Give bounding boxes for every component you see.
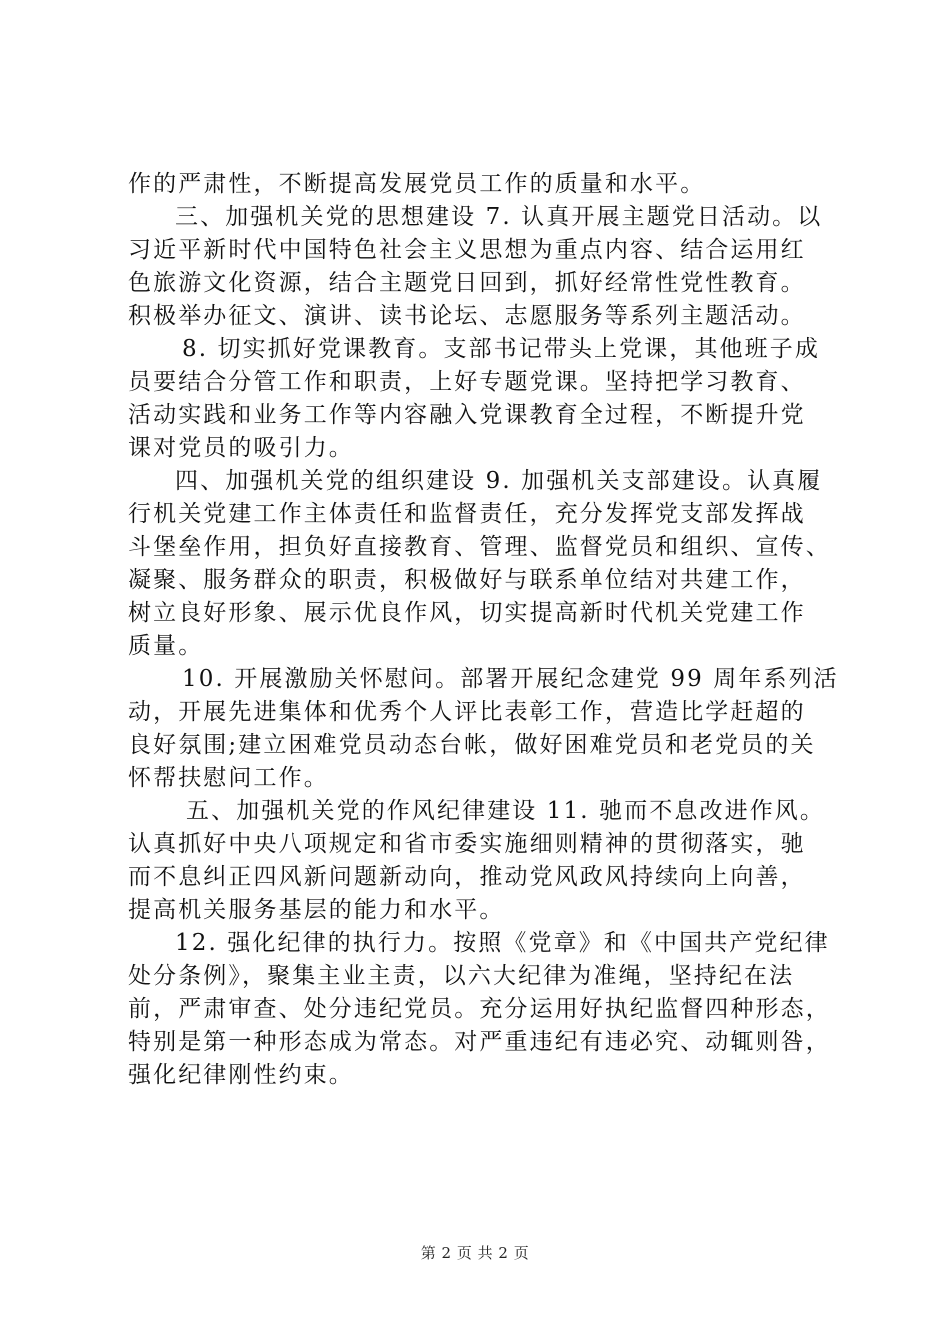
paragraph-start-line: 12. 强化纪律的执行力。按照《党章》和《中国共产党纪律: [175, 930, 830, 956]
text-line: 习近平新时代中国特色社会主义思想为重点内容、结合运用红: [128, 237, 806, 263]
text-line: 行机关党建工作主体责任和监督责任，充分发挥党支部发挥战: [128, 501, 806, 527]
section-heading-line: 五、加强机关党的作风纪律建设 11. 驰而不息改进作风。: [186, 798, 825, 824]
page-number-footer: 第 2 页 共 2 页: [420, 1244, 530, 1262]
section-heading-line: 三、加强机关党的思想建设 7. 认真开展主题党日活动。以: [175, 204, 823, 230]
text-line: 提高机关服务基层的能力和水平。: [128, 897, 505, 923]
text-line: 凝聚、服务群众的职责，积极做好与联系单位结对共建工作，: [128, 567, 806, 593]
text-line: 强化纪律刚性约束。: [128, 1062, 354, 1088]
text-line: 树立良好形象、展示优良作风，切实提高新时代机关党建工作: [128, 600, 806, 626]
text-line: 认真抓好中央八项规定和省市委实施细则精神的贯彻落实，驰: [128, 831, 806, 857]
text-line: 特别是第一种形态成为常态。对严重违纪有违必究、动辄则咎，: [128, 1029, 831, 1055]
text-line: 动，开展先进集体和优秀个人评比表彰工作，营造比学赶超的: [128, 699, 806, 725]
text-line: 前，严肃审查、处分违纪党员。充分运用好执纪监督四种形态，: [128, 996, 831, 1022]
text-line: 课对党员的吸引力。: [128, 435, 354, 461]
text-line: 积极举办征文、演讲、读书论坛、志愿服务等系列主题活动。: [128, 303, 806, 329]
text-line: 色旅游文化资源，结合主题党日回到，抓好经常性党性教育。: [128, 270, 806, 296]
text-line: 怀帮扶慰问工作。: [128, 765, 329, 791]
text-line: 良好氛围;建立困难党员动态台帐，做好困难党员和老党员的关: [128, 732, 816, 758]
document-body: [128, 168, 839, 1092]
section-heading-line: 四、加强机关党的组织建设 9. 加强机关支部建设。认真履: [175, 468, 823, 494]
text-line: 斗堡垒作用，担负好直接教育、管理、监督党员和组织、宣传、: [128, 534, 831, 560]
text-line: 质量。: [128, 633, 204, 659]
text-line: 员要结合分管工作和职责，上好专题党课。坚持把学习教育、: [128, 369, 806, 395]
paragraph-start-line: 10. 开展激励关怀慰问。部署开展纪念建党 99 周年系列活: [182, 666, 839, 692]
text-line: 而不息纠正四风新问题新动向，推动党风政风持续向上向善，: [128, 864, 806, 890]
text-line: 活动实践和业务工作等内容融入党课教育全过程，不断提升党: [128, 402, 806, 428]
paragraph-start-line: 8. 切实抓好党课教育。支部书记带头上党课，其他班子成: [182, 336, 820, 362]
text-line: 处分条例》，聚集主业主责，以六大纪律为准绳，坚持纪在法: [128, 963, 795, 989]
text-line: 作的严肃性，不断提高发展党员工作的质量和水平。: [128, 171, 706, 197]
